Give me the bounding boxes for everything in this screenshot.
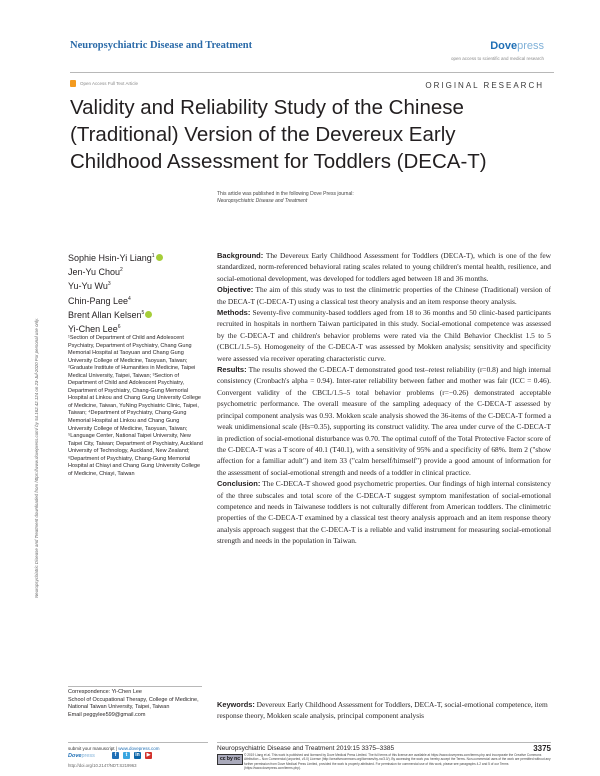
author-name: Brent Allan Kelsen	[68, 309, 142, 320]
abstract-label: Results:	[217, 365, 247, 375]
keywords	[217, 699, 551, 722]
abstract	[217, 250, 551, 547]
author-name: Jen-Yu Chou	[68, 267, 121, 278]
open-access-lock-icon	[70, 80, 76, 87]
correspondence-address: School of Occupational Therapy, College of Medicine, National Taiwan University, Taipei, Taiwan	[68, 696, 199, 711]
footer-brand-main: Dove	[68, 753, 82, 759]
author-sup: 4	[128, 295, 131, 302]
submit-line	[68, 746, 159, 751]
dovepress-logo[interactable]	[490, 40, 544, 52]
abstract-text: Seventy-five community-based toddlers aged from 18 to 36 months and 50 clinic-based participants recruited in hospitals in northern Taiwan participated in this study. Social-emotional competence was assessed by the C-DECA-T and children's behavior problems were rated via the Child Behavior Checklist 1.5 to 5 (CBCL/1.5–5). Homogeneity of the C-DECA-T was assessed by Mokken analysis; sensitivity and specificity were assessed via receiver operating characteristic curve.	[217, 308, 551, 363]
section-label: ORIGINAL RESEARCH	[425, 81, 544, 90]
author-2	[68, 264, 208, 278]
abstract-text: The Devereux Early Childhood Assessment for Toddlers (DECA-T), which is one of the few standardized, norm-referenced behavioral rating scales related to young children's mental health, resilience, and social-emotional development, was developed for toddlers aged between 18 and 36 months.	[217, 251, 551, 283]
abstract-methods	[217, 307, 551, 364]
footer-divider-left	[68, 742, 208, 743]
correspondence-email[interactable]: Email peggylee599@gmail.com	[68, 711, 146, 718]
abstract-conclusion	[217, 478, 551, 546]
journal-name[interactable]: Neuropsychiatric Disease and Treatment	[70, 40, 253, 51]
header-divider	[70, 72, 554, 73]
linkedin-icon[interactable]: in	[135, 752, 140, 758]
author-sup: 1	[151, 253, 155, 259]
abstract-label: Objective:	[217, 285, 254, 295]
author-sup: 5	[141, 309, 145, 316]
author-sup: 6	[117, 324, 121, 331]
abstract-text: The results showed the C-DECA-T demonstrated good test–retest reliability (r=0.8) and high internal consistency (Cronbach's alpha = 0.94). Inter-rater reliability between father and mother was fair (ICC = 0.46). Convergent validity of the CBCL/1.5–5 total behavior problems (r=−0.26) demonstrated acceptable psychometric performance. The overall measure of the sampling adequacy of the C-DECA-T assessed by principal component analysis was 0.93. Mokken scale analysis showed the 36-items of the C-DECA-T formed a weak unidimensional scale (Hs=0.35), supporting its construct validity. The area under curve of the C-DECA-T in prediction of social-emotional disturbance was 0.70. The optimal cutoff of the Total Protective Factor score of the C-DECA-T was a T score of 40.1 (T40.1), with a sensitivity of 95% and a specificity of 68%. Item 2 ("show affection for a familiar adult") and item 33 ("calm herself/himself") provide a good amount of information for the assessment of social-emotional strength and needs of a toddler in clinical practice.	[217, 365, 551, 477]
author-sup: 2	[120, 267, 123, 274]
footer-divider-right	[217, 742, 551, 743]
author-list	[68, 250, 208, 335]
submit-link[interactable]: www.dovepress.com	[118, 746, 160, 751]
affiliations: ¹Section of Department of Child and Adolescent Psychiatry, Department of Psychiatry, Chang Gung Memorial Hospital at Taoyuan and Chang Gung University College of Medicine, Taoyuan, Taiwan; ²Graduate Institute of Humanities in Medicine, Taipei Medical University, Taipei, Taiwan; ³Section of Department of Child and Adolescent Psychiatry, Department of Psychiatry, Chang-Gung Memorial Hospital at Linkou and Chang Gung University College of Medicine, Taiwan, YuNing Psychiatric Clinic, Taipei, Taiwan; ⁴Department of Psychiatry, Chang-Gung Memorial Hospital at Linkou and Chang Gung University College of Medicine, Taoyuan, Taiwan; ⁵Language Center, National Taipei University, New Taipei City, Taiwan; Department of Psychiatry, Auckland University of Technology, Auckland, New Zealand; ⁶Department of Psychiatry, Chang-Gung Memorial Hospital at Chiayi and Chang Gung University College of Medicine, Chiayi, Taiwan	[68, 335, 203, 477]
abstract-label: Methods:	[217, 308, 251, 318]
cc-license-icon[interactable]: cc by nc	[217, 754, 243, 765]
brand-tagline: open access to scientific and medical research	[450, 56, 544, 61]
license-text: © 2019 Liang et al. This work is published and licensed by Dove Medical Press Limited. The full terms of this license are available at https://www.dovepress.com/terms.php and incorporate the Creative Commons Attribution – Non Commercial (unported, v3.0) License (http://creativecommons.org/licenses/by-nc/3.0/). By accessing the work you hereby accept the Terms. Non-commercial uses of the work are permitted without any further permission from Dove Medical Press Limited, provided the work is properly attributed. For permission for commercial use of this work, please see paragraphs 4.2 and 5 of our Terms (https://www.dovepress.com/terms.php).	[244, 753, 551, 770]
correspondence-name: Correspondence: Yi-Chen Lee	[68, 689, 142, 695]
brand-sub: press	[517, 40, 544, 52]
abstract-text: The C-DECA-T showed good psychometric properties. Our findings of high internal consistency of the three subscales and total score of the C-DECA-T suggest symptom manifestation of social-emotional competence and needs in Taiwanese toddlers is not culturally different from American toddlers. The clinimetric properties of the C-DECA-T examined by a classical test theory analysis approach and an item response theory analysis approach suggest that the C-DECA-T is a reliable and valid instrument for measuring social-emotional strength and needs in the population in Taiwan.	[217, 479, 552, 546]
download-notice: Neuropsychiatric Disease and Treatment downloaded from https://www.dovepress.com/ by 54.162.42.124 on 23-Jul-2020 For personal use only.	[34, 317, 39, 598]
orcid-icon[interactable]	[156, 254, 163, 261]
author-name: Yi-Chen Lee	[68, 324, 118, 335]
abstract-results	[217, 364, 551, 478]
author-name: Chin-Pang Lee	[68, 295, 129, 306]
article-title: Validity and Reliability Study of the Chinese (Traditional) Version of the Devereux Early Childhood Assessment for Toddlers (DECA-T)	[70, 96, 487, 173]
author-5	[68, 307, 208, 321]
abstract-background	[217, 250, 551, 284]
submit-prefix: submit your manuscript |	[68, 746, 117, 751]
correspondence	[68, 689, 208, 719]
keywords-label: Keywords:	[217, 700, 255, 709]
footer-brand-sub: press	[81, 753, 95, 759]
download-sidebar	[26, 128, 38, 598]
keywords-text: Devereux Early Childhood Assessment for Toddlers, DECA-T, social-emotional competence, item response theory, Mokken scale analysis, principal component analysis	[217, 700, 548, 721]
brand-main: Dove	[490, 40, 518, 52]
author-4	[68, 293, 208, 307]
publication-note-journal[interactable]: Neuropsychiatric Disease and Treatment	[217, 198, 308, 204]
youtube-icon[interactable]: ▶	[146, 752, 151, 758]
page-number: 3375	[533, 744, 551, 753]
publication-note-line: This article was published in the following Dove Press journal:	[217, 191, 354, 197]
open-access-label: Open Access Full Text Article	[80, 81, 138, 86]
footer-dovepress-logo[interactable]	[68, 753, 95, 759]
footer-citation: Neuropsychiatric Disease and Treatment 2019:15 3375–3385	[217, 745, 395, 752]
author-3	[68, 278, 208, 292]
author-1	[68, 250, 208, 264]
abstract-text: The aim of this study was to test the clinimetric properties of the Chinese (Traditional) version of the DECA-T (C-DECA-T) using a classical test theory analysis and an item response theory analysis.	[217, 285, 551, 306]
abstract-label: Conclusion:	[217, 479, 261, 489]
facebook-icon[interactable]: f	[112, 752, 119, 759]
author-sup: 3	[107, 281, 111, 288]
author-6	[68, 321, 208, 335]
orcid-icon[interactable]	[145, 311, 152, 318]
twitter-icon[interactable]: t	[123, 752, 130, 759]
abstract-objective	[217, 284, 551, 307]
author-name: Sophie Hsin-Yi Liang	[68, 253, 152, 263]
abstract-label: Background:	[217, 251, 264, 260]
doi-link[interactable]: http://doi.org/10.2147/NDT.S219963	[68, 763, 137, 768]
correspondence-divider	[68, 686, 202, 687]
publication-note	[217, 191, 517, 205]
author-name: Yu-Yu Wu	[68, 281, 108, 292]
